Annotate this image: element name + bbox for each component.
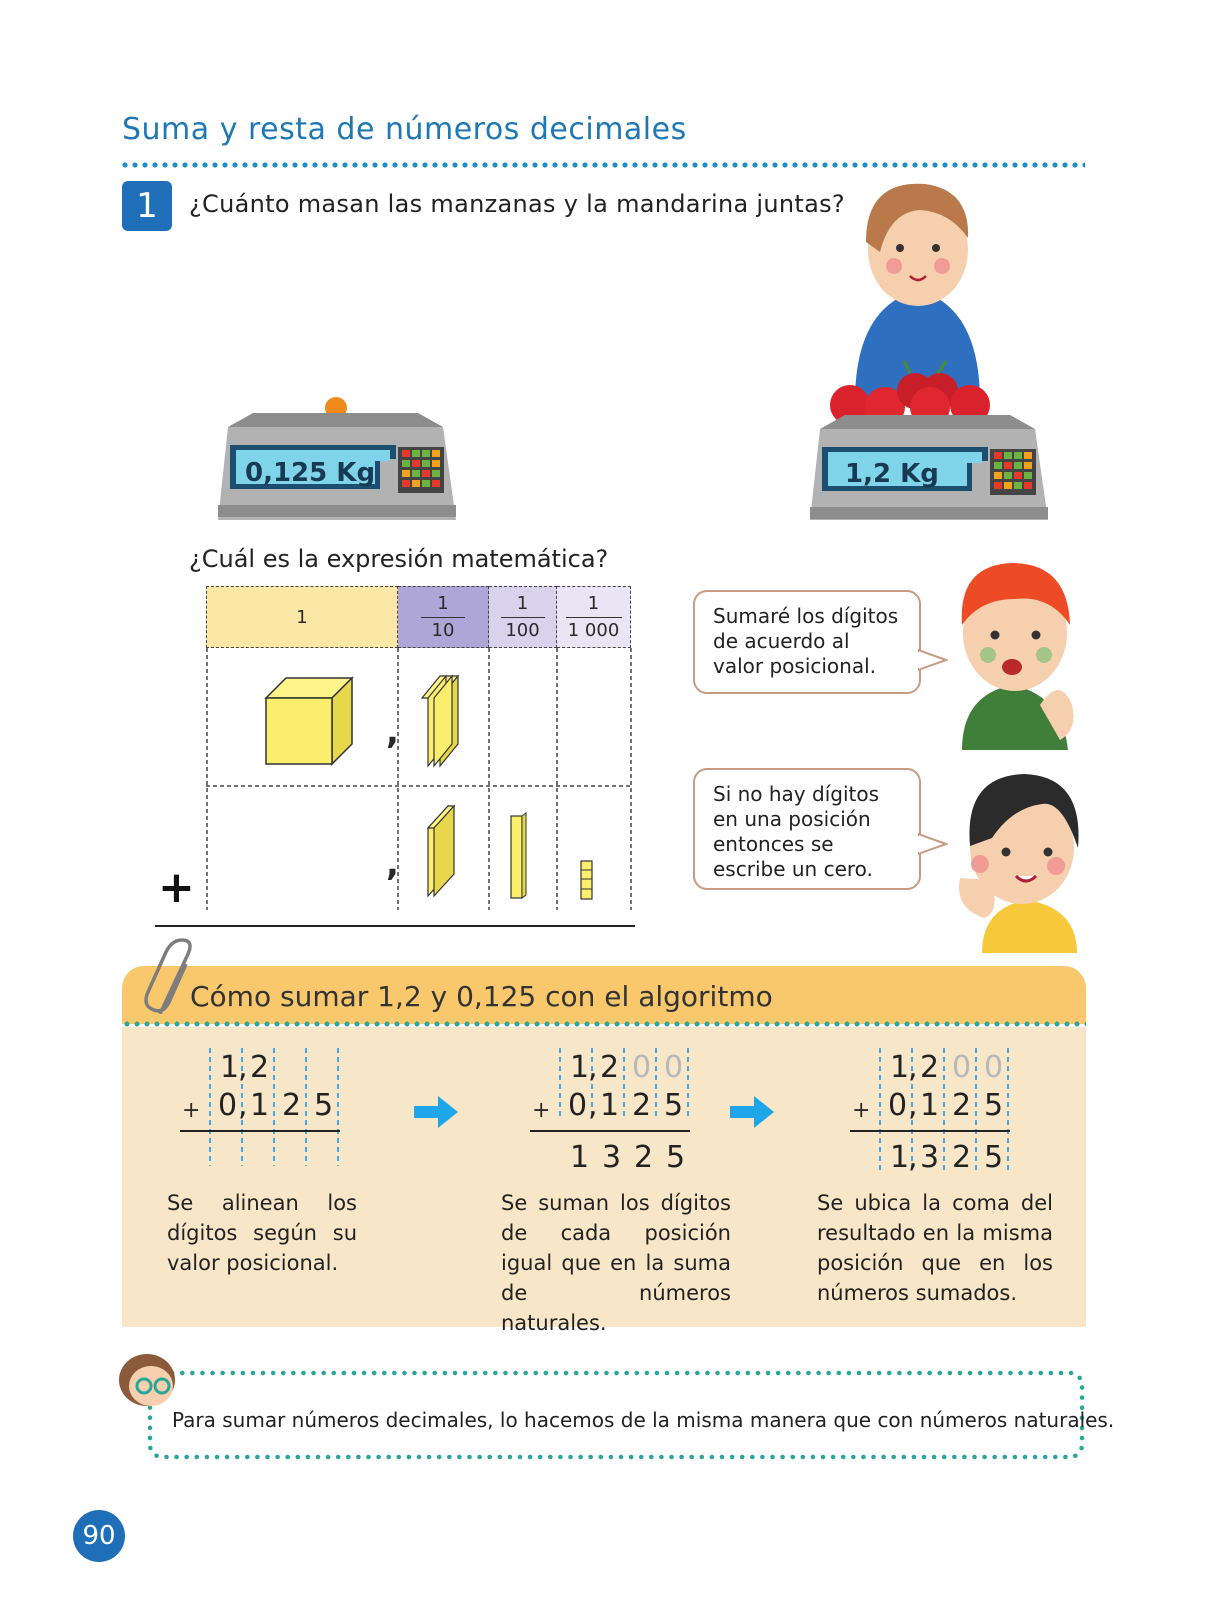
step3-bottom-units: 0 (888, 1088, 908, 1123)
step2-text: Se suman los dígitos de cada posición igual que en la suma de números naturales. (501, 1191, 731, 1335)
step3-bottom-comma: , (908, 1088, 918, 1123)
step3-text: Se ubica la coma del resultado en la misma posición que en los números sumados. (817, 1191, 1053, 1305)
step3-bottom-tenths: 1 (920, 1088, 940, 1123)
thousandth-cubes-icon (578, 858, 596, 902)
paperclip-icon (140, 936, 196, 1014)
step2-bottom-units: 0 (568, 1088, 588, 1123)
speech-bubble-1: Sumaré los dígitos de acuerdo al valor posicional. (693, 590, 921, 694)
step2-top-zero-2: 0 (664, 1050, 684, 1085)
step2-bottom-tenths: 1 (600, 1088, 620, 1123)
step1-top-comma: , (238, 1050, 248, 1085)
unit-cube-icon (264, 676, 356, 768)
step1-bottom-units: 0 (218, 1088, 238, 1123)
exercise-question: ¿Cuánto masan las manzanas y la mandarina juntas? (189, 190, 845, 218)
step2-bottom-comma: , (588, 1088, 598, 1123)
page-title: Suma y resta de números decimales (122, 112, 687, 147)
darkhair-boy-illustration (952, 768, 1087, 953)
scale-right-reading: 1,2 Kg (845, 459, 939, 489)
step2-top-tenths: 2 (600, 1050, 620, 1085)
step1-bottom-hundredths: 2 (282, 1088, 302, 1123)
step3-top-tenths: 2 (920, 1050, 940, 1085)
step3-sum-line (850, 1130, 1010, 1132)
step2-sum-line (530, 1130, 690, 1132)
step2-result-4: 5 (666, 1140, 686, 1175)
header-units: 1 (206, 586, 398, 648)
step3-plus: + (852, 1098, 871, 1123)
exercise-number-badge: 1 (122, 181, 172, 231)
comma-row2: , (386, 844, 399, 884)
step2-result-2: 3 (602, 1140, 622, 1175)
tenth-flat-icon (420, 804, 462, 900)
step3-bottom-hundredths: 2 (952, 1088, 972, 1123)
bubble-tail-1 (918, 648, 948, 672)
step1-plus: + (182, 1098, 201, 1123)
step3-top-zero-1: 0 (952, 1050, 972, 1085)
tip-text: Para sumar números decimales, lo hacemos de la misma manera que con números naturales. (172, 1408, 1115, 1432)
header-hundredths: $\frac{1}{100}$ (489, 586, 557, 648)
tenth-flats-icon (420, 672, 462, 768)
arrow-right-icon-2 (730, 1096, 774, 1128)
teacher-avatar-icon (114, 1348, 180, 1408)
hundredth-rod-icon (508, 812, 528, 902)
step1-top-tenths: 2 (250, 1050, 270, 1085)
step3-top-units: 1 (890, 1050, 910, 1085)
step2-bottom-hundredths: 2 (632, 1088, 652, 1123)
step1-bottom-comma: , (238, 1088, 248, 1123)
step2-plus: + (532, 1098, 551, 1123)
table-sum-line (155, 925, 635, 927)
step2-result-3: 2 (634, 1140, 654, 1175)
speech-bubble-2: Si no hay dígitos en una posición entonces se escribe un cero. (693, 768, 921, 890)
step1-text: Se alinean los dígitos según su valor posicional. (167, 1191, 357, 1275)
step3-result-comma: , (908, 1140, 918, 1175)
step1-top-units: 1 (220, 1050, 240, 1085)
step2-bottom-thousandths: 5 (664, 1088, 684, 1123)
expression-question: ¿Cuál es la expresión matemática? (189, 545, 609, 573)
step1-bottom-thousandths: 5 (314, 1088, 334, 1123)
step3-top-zero-2: 0 (984, 1050, 1004, 1085)
step3-result-units: 1 (890, 1140, 910, 1175)
step3-result-hundredths: 2 (952, 1140, 972, 1175)
page-number: 90 (73, 1510, 125, 1562)
bubble-tail-2 (918, 832, 948, 856)
place-value-table (206, 586, 634, 926)
step3-bottom-thousandths: 5 (984, 1088, 1004, 1123)
plus-sign: + (158, 862, 195, 913)
step2-top-comma: , (588, 1050, 598, 1085)
scale-left-reading: 0,125 Kg (245, 458, 376, 488)
step3-top-comma: , (908, 1050, 918, 1085)
arrow-right-icon-1 (414, 1096, 458, 1128)
step3-result-tenths: 3 (920, 1140, 940, 1175)
step2-top-units: 1 (570, 1050, 590, 1085)
step1-sum-line (180, 1130, 340, 1132)
redhead-boy-illustration (950, 555, 1085, 750)
header-tenths: $\frac{1}{10}$ (398, 586, 489, 648)
comma-row1: , (386, 712, 399, 752)
step2-result-1: 1 (570, 1140, 590, 1175)
header-thousandths: $\frac{1}{1 000}$ (557, 586, 631, 648)
algorithm-heading: Cómo sumar 1,2 y 0,125 con el algoritmo (190, 980, 773, 1013)
step1-bottom-tenths: 1 (250, 1088, 270, 1123)
step3-result-thousandths: 5 (984, 1140, 1004, 1175)
step2-top-zero-1: 0 (632, 1050, 652, 1085)
title-dotted-rule (120, 162, 1085, 168)
